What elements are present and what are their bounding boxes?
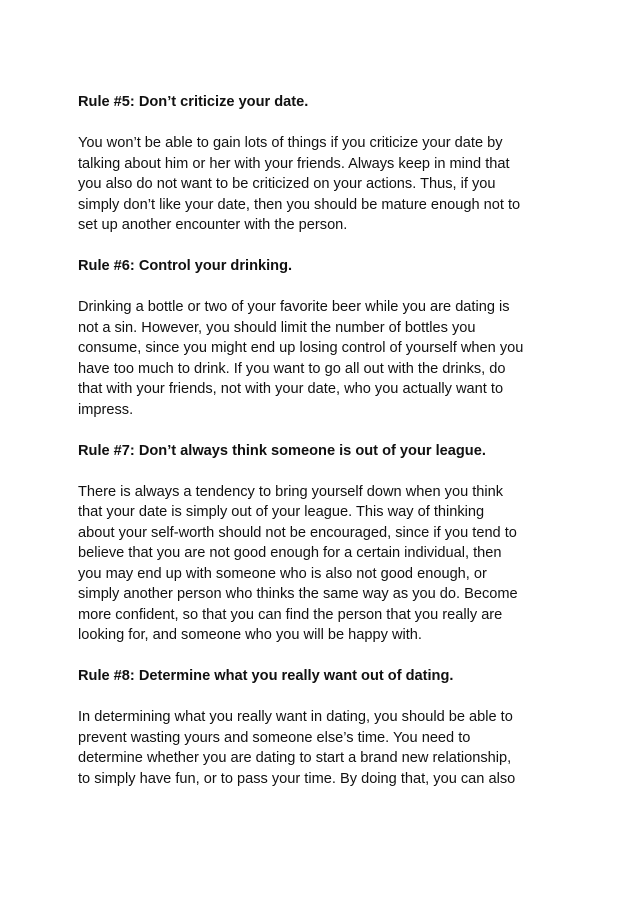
paragraph-line: In determining what you really want in dating, you should be able to <box>78 709 513 725</box>
paragraph-line: simply another person who thinks the same way as you do. Become <box>78 586 518 602</box>
paragraph-line: prevent wasting yours and someone else’s time. You need to <box>78 729 471 746</box>
rule-6-paragraph <box>78 297 578 420</box>
paragraph-line: not a sin. However, you should limit the number of bottles you <box>78 319 476 336</box>
paragraph-line: more confident, so that you can find the person that you really are <box>78 606 503 623</box>
paragraph-line: set up another encounter with the person. <box>78 217 348 233</box>
paragraph-line: There is always a tendency to bring yourself down when you think <box>78 483 504 500</box>
paragraph-line: have too much to drink. If you want to go all out with the drinks, do <box>78 360 506 377</box>
rule-5-section <box>78 92 578 236</box>
rule-5-paragraph <box>78 133 578 236</box>
rule-7-section <box>78 441 578 646</box>
paragraph-line: looking for, and someone who you will be happy with. <box>78 627 422 643</box>
rule-8-section <box>78 666 578 789</box>
paragraph-line: to simply have fun, or to pass your time. By doing that, you can also <box>78 770 516 787</box>
paragraph-line: that with your friends, not with your date, who you actually want to <box>78 381 504 397</box>
rule-6-heading: Rule #6: Control your drinking. <box>78 258 293 274</box>
paragraph-line: you also do not want to be criticized on your actions. Thus, if you <box>78 176 496 192</box>
paragraph-line: You won’t be able to gain lots of things if you criticize your date by <box>78 135 503 151</box>
rule-6-section <box>78 256 578 420</box>
paragraph-line: about your self-worth should not be encouraged, since if you tend to <box>78 524 517 541</box>
paragraph-line: consume, since you might end up losing control of yourself when you <box>78 340 524 356</box>
document-body <box>78 92 578 810</box>
paragraph-line: determine whether you are dating to start a brand new relationship, <box>78 750 512 766</box>
paragraph-line: you may end up with someone who is also not good enough, or <box>78 565 487 582</box>
rule-7-paragraph <box>78 482 578 646</box>
rule-8-paragraph <box>78 707 578 789</box>
rule-5-heading: Rule #5: Don’t criticize your date. <box>78 94 309 110</box>
rule-7-heading: Rule #7: Don’t always think someone is out of your league. <box>78 442 486 459</box>
paragraph-line: believe that you are not good enough for a certain individual, then <box>78 545 502 561</box>
paragraph-line: that your date is simply out of your league. This way of thinking <box>78 504 485 520</box>
paragraph-line: simply don’t like your date, then you should be mature enough not to <box>78 196 521 213</box>
paragraph-line: impress. <box>78 401 134 418</box>
rule-8-heading: Rule #8: Determine what you really want out of dating. <box>78 668 454 684</box>
paragraph-line: talking about him or her with your friends. Always keep in mind that <box>78 155 510 172</box>
paragraph-line: Drinking a bottle or two of your favorite beer while you are dating is <box>78 299 510 315</box>
